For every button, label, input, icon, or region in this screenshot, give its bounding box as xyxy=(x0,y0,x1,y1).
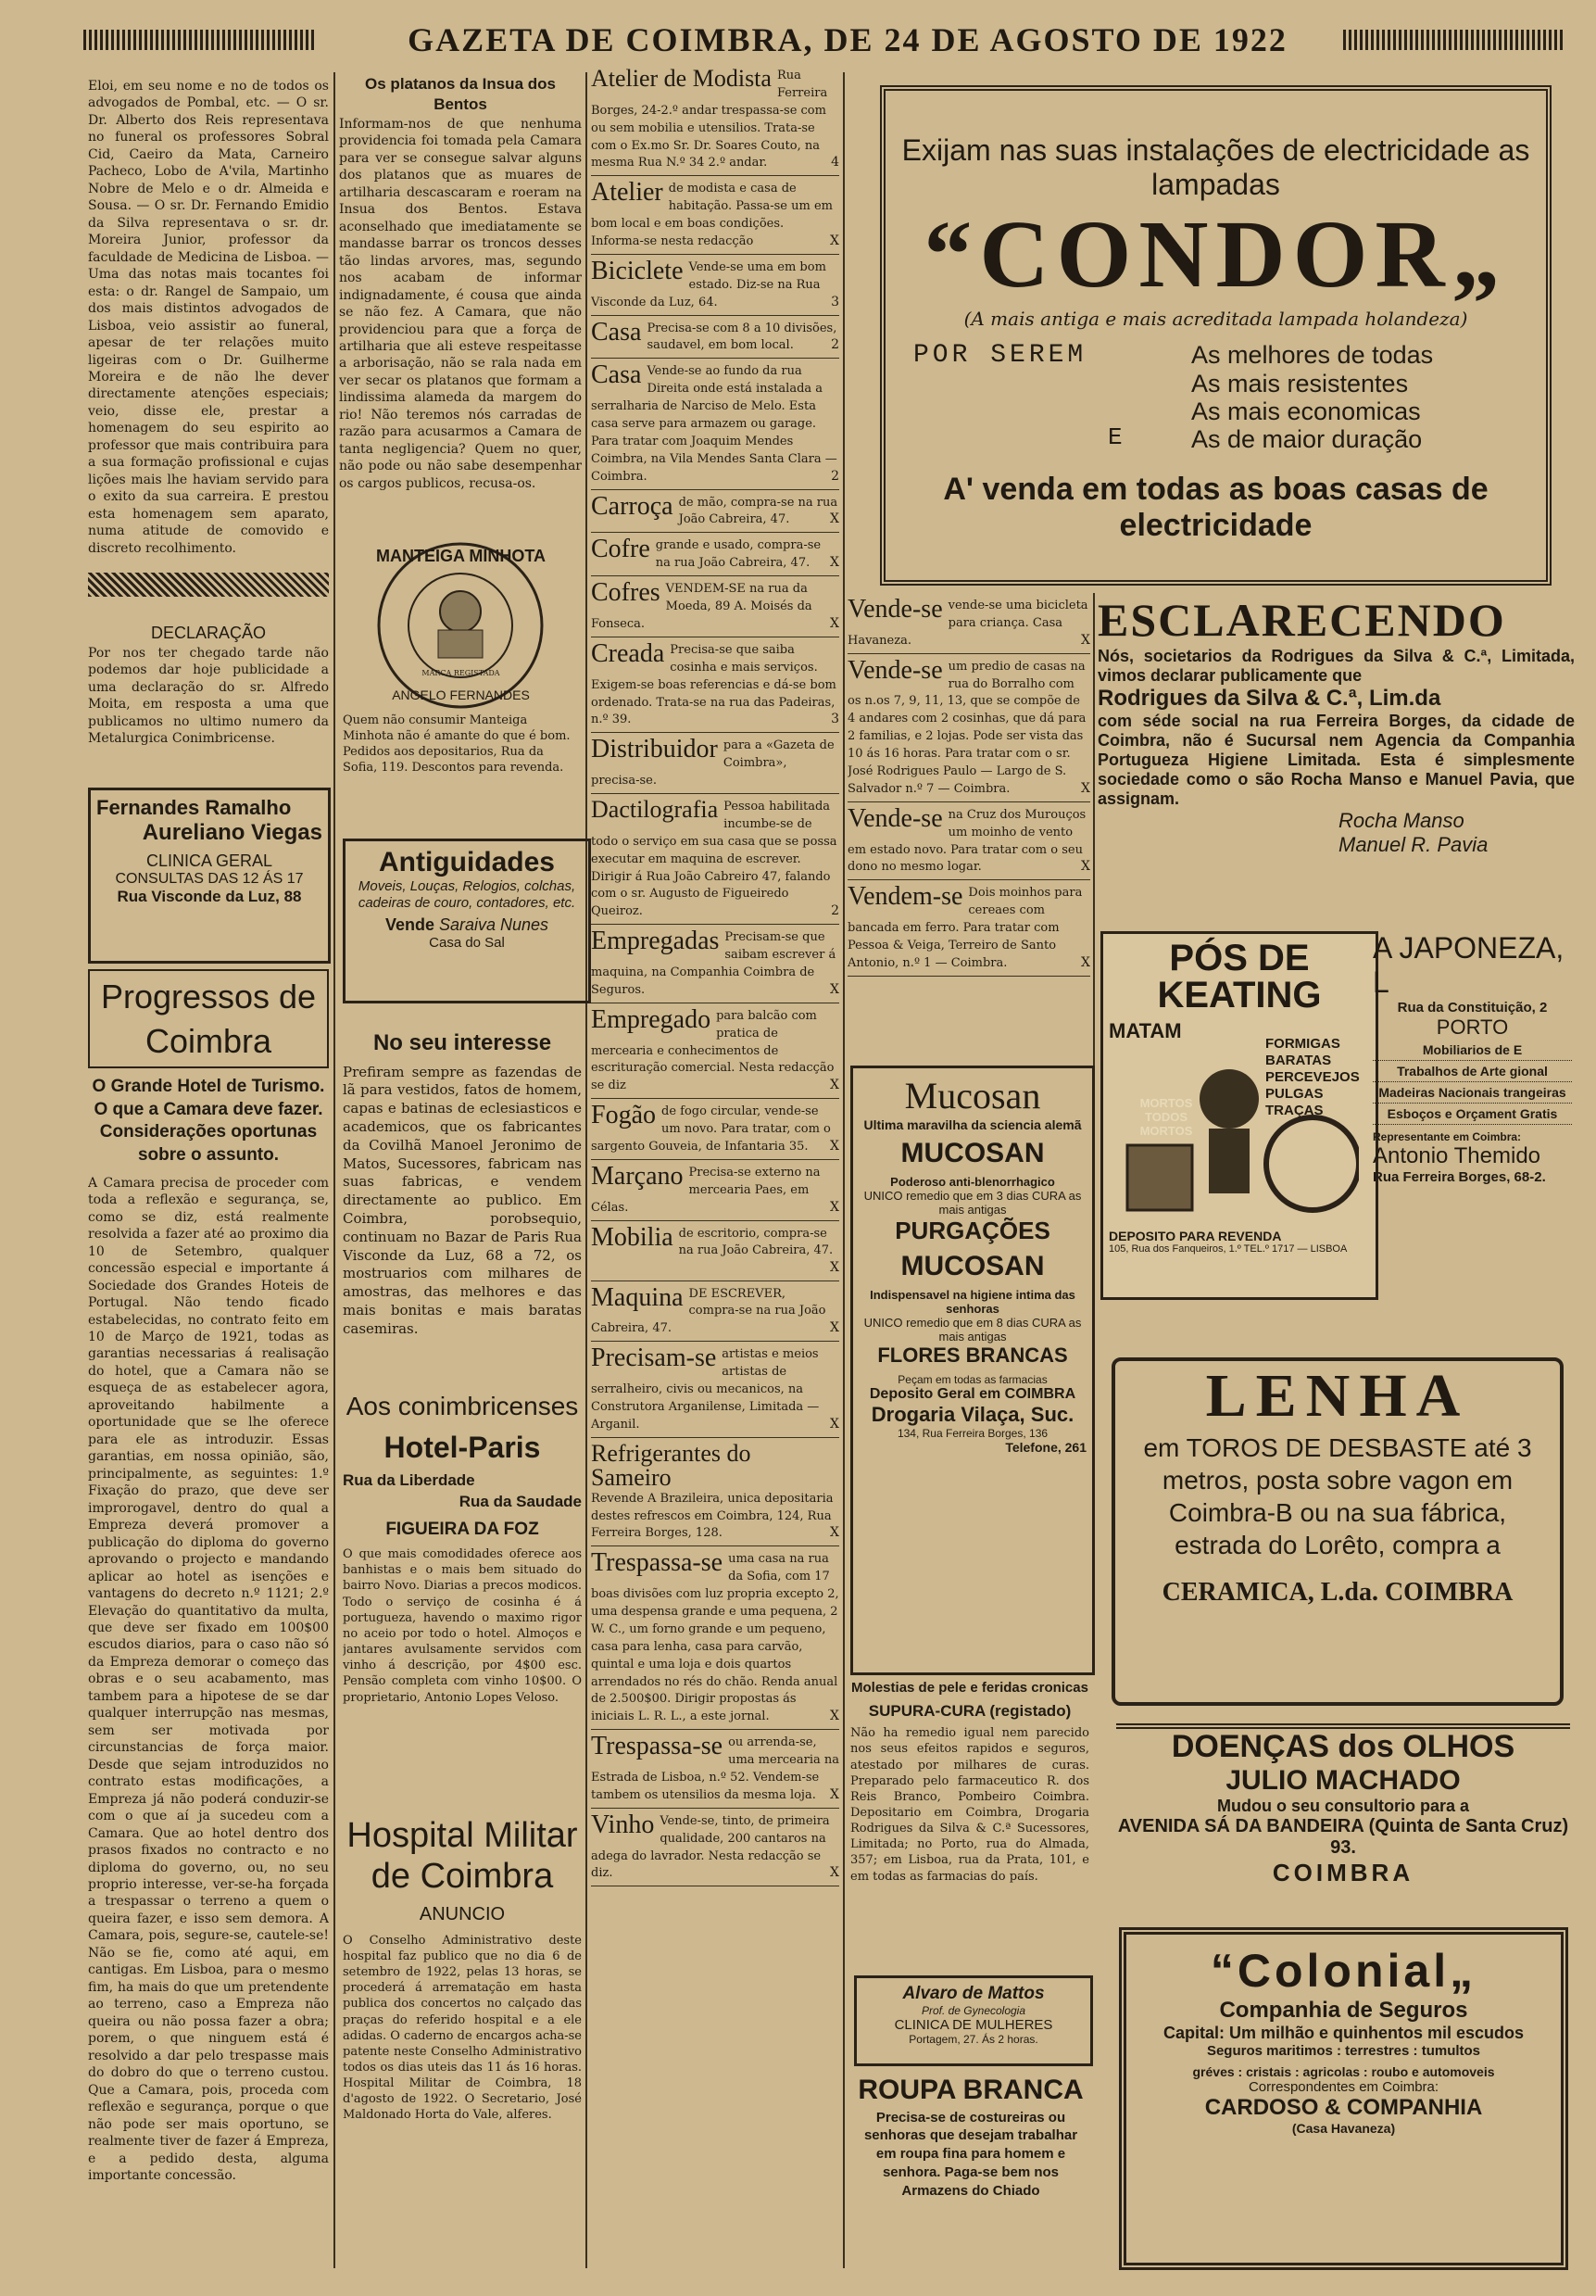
classified-item xyxy=(848,882,1090,976)
classified-text: de modista e casa de habitação. Passa-se um em bom local e em boas condições. Informa-se nesta redacção xyxy=(591,182,833,249)
classified-item xyxy=(591,257,839,316)
classified-item xyxy=(591,578,839,637)
classified-keyword: Mobilia xyxy=(591,1222,673,1252)
manteiga-ad xyxy=(343,537,579,815)
classified-text: de mão, compra-se na rua João Cabreira, 47. xyxy=(678,495,838,527)
japoneza-rep-name: Antonio Themido xyxy=(1373,1143,1541,1168)
mucosan-drogaria: Drogaria Vilaça, Suc. xyxy=(871,1403,1074,1426)
supura-ad xyxy=(850,1679,1089,1966)
classified-item xyxy=(848,656,1090,802)
classifieds-column-4 xyxy=(848,595,1090,1058)
classified-item xyxy=(591,492,839,534)
antig-place: Casa do Sal xyxy=(429,935,505,951)
hotel-addr1: Rua da Liberdade xyxy=(343,1471,475,1490)
classified-item xyxy=(591,639,839,733)
mattos-prof: Prof. de Gynecologia xyxy=(921,2004,1026,2017)
mucosan-line2: Poderoso anti-blenorrhagico xyxy=(890,1175,1055,1189)
classified-item xyxy=(591,1101,839,1160)
keating-matam: MATAM xyxy=(1109,1019,1182,1042)
classified-mark: X xyxy=(1081,954,1090,970)
classified-mark: X xyxy=(830,1865,839,1881)
condor-por-serem: POR SEREM xyxy=(913,341,1087,371)
hospital-text: O Conselho Administrativo deste hospital faz publico que no dia 6 de setembro de 1922, pelas 13 horas, se procederá á arrematação em hasta publica dos concertos no calçado das praças do referido hospital e a ele adidas. O caderno de encargos acha-se patente neste Conselho Administrativo todos os dias uteis das 11 ás 16 horas. Hospital Militar de Coimbra, 18 d'agosto de 1922. O Secretario, José Maldonado Horta do Vale, alferes. xyxy=(343,1933,582,2123)
conim-title: Aos conimbricenses xyxy=(346,1392,579,1420)
classified-text: artistas e meios artistas de serralheiro, civis ou mecanicos, na Construtora Arganilense, Limitada — Arganil. xyxy=(591,1347,820,1432)
classified-mark: X xyxy=(830,1416,839,1432)
japoneza-item: Trabalhos de Arte gional xyxy=(1373,1061,1572,1082)
colonial-title: “Colonial„ xyxy=(1210,1945,1477,1997)
classifieds-column xyxy=(591,65,839,2270)
classified-keyword: Precisam-se xyxy=(591,1344,717,1373)
masthead xyxy=(83,20,1565,57)
separator xyxy=(88,573,329,597)
condor-qualities xyxy=(1191,341,1433,453)
classified-text: para a «Gazeta de Coimbra», precisa-se. xyxy=(591,738,835,788)
olhos-name: JULIO MACHADO xyxy=(1225,1765,1461,1796)
colonial-types: Seguros maritimos : terrestres : tumultos xyxy=(1206,2043,1481,2059)
masthead-rule-left xyxy=(83,30,315,50)
classified-mark: X xyxy=(830,1709,839,1724)
classified-item xyxy=(591,1732,839,1809)
mucosan-line4: Indispensavel na higiene intima das senhoras xyxy=(870,1288,1075,1316)
colonial-agent: CARDOSO & COMPANHIA xyxy=(1204,2095,1483,2120)
classified-text: Dois moinhos para cereaes com bancada em ferro. Para tratar com Pessoa & Veiga, Terreiro de Santo Antonio, n.º 1 — Coimbra. xyxy=(848,886,1083,970)
classified-keyword: Atelier de Modista xyxy=(591,65,772,92)
mucosan-line6: Peçam em todas as farmacias xyxy=(898,1373,1048,1386)
olhos-city: COIMBRA xyxy=(1272,1859,1414,1886)
declaracao-text: Por nos ter chegado tarde não podemos dar hoje publicidade a uma declaração do sr. Alfredo Moita, em resposta a uma que publicamos no ultimo numero da Metalurgica Conimbricense. xyxy=(88,645,329,747)
doctor-name-1: Fernandes Ramalho xyxy=(96,796,292,819)
progress-title: Progressos de Coimbra xyxy=(88,969,329,1068)
condor-quality: As mais resistentes xyxy=(1191,369,1409,397)
manteiga-text: Quem não consumir Manteiga Minhota não é amante do que é bom. Pedidos aos depositarios, Rua da Sofia, 119. Descontos para revenda. xyxy=(343,713,571,775)
maid-icon xyxy=(440,591,481,632)
declaracao-title: DECLARAÇÃO xyxy=(150,624,267,642)
antig-title: Antiguidades xyxy=(378,847,555,877)
mucosan-flores: FLORES BRANCAS xyxy=(877,1344,1068,1367)
classified-keyword: Dactilografia xyxy=(591,795,719,823)
classified-text: Rua Ferreira Borges, 24-2.º andar trespassa-se com ou sem mobilia e utensilios. Trata-se com o Ex.mo Sr. Dr. Soares Couto, na mesma Rua N.º 34 2.º andar. xyxy=(591,69,828,170)
interesse-title: No seu interesse xyxy=(372,1030,552,1055)
olhos-address: AVENIDA SÁ DA BANDEIRA (Quinta de Santa Cruz) 93. xyxy=(1117,1816,1569,1858)
classified-text: grande e usado, compra-se na rua João Cabreira, 47. xyxy=(655,538,822,571)
mucosan-line1: Ultima maravilha da sciencia alemã xyxy=(863,1117,1082,1132)
classified-mark: X xyxy=(830,511,839,527)
classified-text: uma casa na rua da Sofia, com 17 boas divisões com luz propria excepto 2, uma despensa grande e uma pequena, 2 W. C., um forno grande e um pequeno, casa para lenha, casa para carvão, quintal e uma loja e dois quartos arrendados no rés do chão. Renda anual de 2.500$00. Dirigir propostas ás iniciais L. R. L., a este jornal. xyxy=(591,1552,839,1724)
classified-text: Vende-se ao fundo da rua Direita onde está instalada a serralharia de Narciso de Melo. Esta casa serve para armazem ou garage. Para tratar com Joaquim Mendes Coimbra, na Vila Mendes Santa Clara — Coimbra. xyxy=(591,364,837,484)
classified-keyword: Creada xyxy=(591,638,665,668)
mucosan-deposito: Deposito Geral em COIMBRA xyxy=(869,1386,1076,1402)
keating-ad xyxy=(1100,931,1378,1300)
classified-item xyxy=(591,318,839,360)
olhos-ad xyxy=(1116,1723,1570,1905)
keating-title: PÓS DE KEATING xyxy=(1157,938,1322,1016)
classified-keyword: Maquina xyxy=(591,1282,684,1312)
supura-text: Não ha remedio igual nem parecido nos seus efeitos rapidos e seguros, atestado por milhares de curas. Preparado pelo farmaceutico R. dos Reis Branco, Pombeiro Coimbra. Depositario em Coimbra, Drogaria Rodrigues da Silva & C.ª Sucessores, Limitada; no Porto, rua do Almada, 357; em Lisboa, rua da Prata, 101, e em todas as farmacias do país. xyxy=(850,1726,1089,1884)
interesse-text: Prefiram sempre as fazendas de lã para vestidos, fatos de homem, capas e batinas de eclesiasticos e academicos, que os fabricantes da Covilhã Manoel Jeronimo de Matos, Sucessores, fabricam nas suas fabricas, e vendem directamente ao publico. Em Coimbra, porobsequio, continuam no Bazar de Paris Rua Visconde da Luz, 68 a 72, os mostruarios com milhares de amostras, das melhores e das mais bonitas e mais baratas casemiras. xyxy=(343,1063,582,1337)
classified-mark: X xyxy=(830,1525,839,1541)
column-rule xyxy=(843,72,845,2268)
supura-title: Molestias de pele e feridas cronicas xyxy=(851,1680,1088,1696)
classified-keyword: Trespassa-se xyxy=(591,1732,723,1761)
classified-keyword: Distribuidor xyxy=(591,735,718,764)
classified-mark: 4 xyxy=(831,155,839,170)
classified-mark: X xyxy=(830,1138,839,1154)
condor-footer: A' venda em todas as boas casas de electricidade xyxy=(943,472,1489,544)
colonial-sub: Companhia de Seguros xyxy=(1219,1998,1468,2023)
mattos-ad xyxy=(854,1975,1093,2066)
classified-text: de escritorio, compra-se na rua João Cabreira, 47. xyxy=(678,1226,834,1258)
classified-mark: X xyxy=(830,233,839,249)
classified-text: Revende A Brazileira, unica depositaria destes refrescos em Coimbra, 124, Rua Ferreira Borges, 128. xyxy=(591,1491,834,1541)
keating-deposito: DEPOSITO PARA REVENDA xyxy=(1109,1229,1282,1243)
esclarecendo-text2: com séde social na rua Ferreira Borges, da cidade de Coimbra, não é Sucursal nem Agencia da Companhia Portugueza Higiene Limitada. Esta é simplesmente sociedade como o são Rocha Manso e Manuel Pavia, que assignam. xyxy=(1098,712,1575,808)
classified-text: Precisa-se com 8 a 10 divisões, saudavel, em bom local. xyxy=(647,321,837,353)
hotel-city: FIGUEIRA DA FOZ xyxy=(385,1520,539,1540)
classified-mark: 2 xyxy=(831,468,839,484)
classified-mark: X xyxy=(830,1199,839,1215)
olhos-title: DOENÇAS dos OLHOS xyxy=(1171,1729,1515,1764)
classified-text: Precisam-se que saibam escrever á maquina, na Companhia Coimbra de Seguros. xyxy=(591,930,836,997)
classified-item xyxy=(591,1810,839,1887)
classified-item xyxy=(591,1162,839,1221)
classified-keyword: Vinho xyxy=(591,1810,655,1839)
mucosan-address: 134, Rua Ferreira Borges, 136 xyxy=(897,1427,1049,1440)
classified-mark: X xyxy=(830,1078,839,1093)
classified-text: na Cruz dos Murouços um moinho de vento em estado novo. Para tratar com o seu dono no mesmo logar. xyxy=(848,807,1087,875)
classified-text: DE ESCREVER, compra-se na rua João Cabreira, 47. xyxy=(591,1286,826,1336)
condor-quality: As mais economicas xyxy=(1191,397,1421,425)
classified-mark: X xyxy=(830,981,839,997)
signature-2: Manuel R. Pavia xyxy=(1338,833,1489,856)
mattos-address: Portagem, 27. Ás 2 horas. xyxy=(909,2033,1038,2046)
classified-text: para balcão com pratica de mercearia e conhecimentos de escrituração comercial. Nesta redacção se diz xyxy=(591,1008,835,1093)
classified-text: vende-se uma bicicleta para criança. Casa Havaneza. xyxy=(848,599,1088,648)
column-rule xyxy=(333,72,335,2268)
manteiga-brand: ANGELO FERNANDES xyxy=(392,688,530,702)
condor-lamp-ad xyxy=(880,85,1552,586)
progress-subtitle: O Grande Hotel de Turismo. O que a Camara deve fazer. Considerações oportunas sobre o assunto. xyxy=(92,1077,325,1166)
classified-keyword: Casa xyxy=(591,317,642,347)
japoneza-item: Madeiras Nacionais trangeiras xyxy=(1373,1082,1572,1104)
mattos-clinic: CLINICA DE MULHERES xyxy=(894,2017,1053,2033)
hotel-addr2: Rua da Saudade xyxy=(459,1492,582,1510)
classified-item xyxy=(591,1283,839,1343)
classified-text: Pessoa habilitada incumbe-se de todo o serviço em sua casa que se possa executar em maquina de escrever. Dirigir á Rua João Cabreiro 47, falando com o sr. Augusto de Figueiredo Queiroz. xyxy=(591,799,837,919)
classified-keyword: Atelier xyxy=(591,178,663,208)
colonial-capital: Capital: Um milhão e quinhentos mil escudos xyxy=(1162,2024,1525,2042)
declaracao xyxy=(88,623,329,771)
colonial-casa: (Casa Havaneza) xyxy=(1291,2121,1396,2136)
classified-item xyxy=(591,1005,839,1099)
condor-line1: Exijam nas suas instalações de electricidade as lampadas xyxy=(901,133,1530,201)
classified-mark: X xyxy=(1081,632,1090,648)
hotel-text: O que mais comodidades oferece aos banhistas e o mais bem situado do bairro Novo. Diarias a precos modicos. Todo o serviço de cosinha é á portugueza, havendo o maximo rigor no aceio por todo o hotel. Almoços e jantares avulsamente servidos com vinho á descrição, por 4$00 esc. Pensão completa com vinho 10$00. O proprietario, Antonio Lopes Veloso. xyxy=(343,1547,582,1705)
platanos-text: Informam-nos de que nenhuma providencia foi tomada pela Camara para ver se consegue salvar alguns dos platanos que as muares de artilharia descascaram e roeram na Insua dos Bentos. Estava aconselhado que imediatamente se mandasse barrar os troncos desses tão lindas arvores, mas, segundo nos acabam de informar indignadamente, é cousa que ainda se não fez. A Camara, que não providenciou para que a força de artilharia que ali esteve respeitasse a arborisação, não se rala nada em ver secar os platanos que formam a lindissima alameda da margem do rio! Não teremos nós carradas de razão para acusarmos a Camara de tanta negligencia? Quem no quer, não pode ou não sabe desempenhar os cargos publicos, recusa-os. xyxy=(339,116,582,491)
classified-keyword: Vende-se xyxy=(848,655,943,685)
antig-name: Saraiva Nunes xyxy=(438,915,549,934)
mucosan-line3: UNICO remedio que em 3 dias CURA as mais antigas xyxy=(863,1189,1082,1217)
classified-text: Precisa-se que saiba cosinha e mais serviços. Exigem-se boas referencias e dá-se bom ordenado. Trata-se na rua das Padeiras, n.º 39. xyxy=(591,642,836,727)
roupa-title: ROUPA BRANCA xyxy=(858,2075,1084,2105)
classified-item xyxy=(591,735,839,794)
hospital-ad xyxy=(343,1816,582,2261)
classified-text: VENDEM-SE na rua da Moeda, 89 A. Moisés da Fonseca. xyxy=(591,582,812,631)
classified-mark: X xyxy=(830,615,839,631)
classified-text: um predio de casas na rua do Borralho com os n.os 7, 9, 11, 13, que se compõe de 4 andares com 2 cosinhas, que dá para 2 familias, e 2 lojas. Pode ser vista das 10 ás 16 horas. Para tratar com o sr. José Rodrigues Paulo — Largo de S. Salvador n.º 7 — Coimbra. xyxy=(848,659,1087,796)
classified-keyword: Vendem-se xyxy=(848,882,963,912)
classified-text: Vende-se uma em bom estado. Diz-se na Rua Visconde da Luz, 64. xyxy=(591,259,826,309)
lenha-buyer: CERAMICA, L.da. COIMBRA xyxy=(1162,1578,1514,1607)
classified-keyword: Cofres xyxy=(591,578,660,608)
classified-keyword: Vende-se xyxy=(848,595,943,624)
mucosan-phone: Telefone, 261 xyxy=(1005,1440,1087,1455)
colonial-ad xyxy=(1119,1927,1568,2270)
mucosan-line5: UNICO remedio que em 8 dias CURA as mais antigas xyxy=(863,1316,1082,1344)
classified-item xyxy=(591,1344,839,1437)
olhos-text: Mudou o seu consultorio para a xyxy=(1216,1797,1470,1815)
progress-text: A Camara precisa de proceder com toda a reflexão e segurança, se, como se diz, está realmente resolvida a fazer até ao proximo dia 10 de Setembro, qualquer concessão especial e importante á Sociedade dos Grandes Hoteis de Portugal. Não tendo ficado estabelecidas, no contrato feito em 10 de Março de 1921, todas as garantias necessarias á realisação do hotel, que a Camara não se esqueça de as estabelecer agora, aproveitando habilmente a oportunidade que se lhe oferece para ele as introduzir. Essas garantias, em nossa opinião, são, principalmente, as seguintes: 1.º Fixação do prazo, que deve ser improrogavel, dentro do qual a Empreza deverá promover a publicação do diploma do governo aprovando o projecto e mandando aplicar ao hotel as isenções e vantagens do decreto n.º 1121; 2.º Elevação do quantitativo da multa, que deve ser fixado em 100$00 escudos diarios, para o caso não só da Empreza demorar o começo das obras e o seu acabamento, mas tambem para a hipotese de se dar qualquer interrupção nas mesmas, sem ser motivada por circunstancias de força maior. Desde que sejam introduzidos no contrato estas modificações, a Empreza já não poderá conduzir-se com o que aí ja sucedeu com a Camara. Que ao hotel dentro dos prasos fixados no contracto e no diploma do governo, ou, no seu proprio interesse, ver-se-ha forçada a trespassar o terreno a quem o queira fazer, e isso sem demora. A Camara, pois, segure-se, cautele-se! Não se fie, como até aqui, em cantigas. Em Lisboa, para o mesmo fim, ha mais do que um pretendente ao terreno, caso a Empreza não queira ou não possa fazer a obra; porem, o que ninguem está é resolvido a dar pelo trespasse mais do dobro do que o terreno custou. Que a Camara, pois, proceda com reflexão e segurança, porque o que não pode ser mais oportuno, se realmente tiver de fazer á Empreza, e a pedido desta, alguma importante concessão. xyxy=(88,1175,329,2183)
classified-keyword: Refrigerantes do Sameiro xyxy=(591,1439,751,1491)
classified-keyword: Empregadas xyxy=(591,927,720,956)
column-rule xyxy=(585,72,587,2268)
esclarecendo-notice xyxy=(1098,593,1575,917)
doctor-name-2: Aureliano Viegas xyxy=(142,820,322,845)
classified-mark: X xyxy=(830,1320,839,1336)
keating-pests: FORMIGAS BARATAS PERCEVEJOS PULGAS TRAÇAS xyxy=(1265,1036,1360,1118)
roupa-text: Precisa-se de costureiras ou senhoras que desejam trabalhar em roupa fina para homem e senhora. Paga-se bem nos Armazens do Chiado xyxy=(863,2109,1078,2199)
mucosan-title: Mucosan xyxy=(904,1075,1041,1116)
mattos-name: Alvaro de Mattos xyxy=(902,1984,1045,2003)
classified-keyword: Fogão xyxy=(591,1101,656,1130)
classified-keyword: Carroça xyxy=(591,491,673,521)
japoneza-ad xyxy=(1373,931,1572,1283)
manteiga-mark: MARCA REGISTADA xyxy=(421,669,500,677)
japoneza-title: A JAPONEZA, L xyxy=(1373,931,1565,999)
antig-vende: Vende xyxy=(384,915,434,934)
classified-item xyxy=(591,796,839,925)
mucosan-name: MUCOSAN xyxy=(900,1138,1045,1168)
classified-item xyxy=(591,1548,839,1730)
classified-keyword: Marçano xyxy=(591,1161,684,1191)
esclarecendo-firm: Rodrigues da Silva & C.ª, Lim.da xyxy=(1098,686,1441,711)
supura-name: SUPURA-CURA (registado) xyxy=(868,1701,1072,1720)
signature-1: Rocha Manso xyxy=(1338,809,1464,832)
mucosan-name-2: MUCOSAN xyxy=(900,1251,1045,1281)
platanos-article xyxy=(339,74,582,519)
manteiga-ring: MANTEIGA MINHOTA xyxy=(376,547,546,565)
masthead-rule-right xyxy=(1343,30,1565,50)
classified-text: Vende-se, tinto, de primeira qualidade, 200 cantaros na adega do lavrador. Nesta redacção se diz. xyxy=(591,1813,830,1881)
clinic-ad xyxy=(88,788,331,964)
progress-article xyxy=(88,969,329,2266)
japoneza-rep: Representante em Coimbra: xyxy=(1373,1130,1522,1143)
japoneza-city: PORTO xyxy=(1436,1016,1509,1039)
wheel-icon xyxy=(1266,1117,1359,1210)
classified-keyword: Biciclete xyxy=(591,256,684,285)
hospital-anuncio: ANUNCIO xyxy=(419,1904,506,1925)
classified-item xyxy=(591,535,839,576)
clinic-hours: CONSULTAS DAS 12 ÁS 17 xyxy=(115,871,304,887)
classified-keyword: Vende-se xyxy=(848,803,943,833)
classified-text: de fogo circular, vende-se um novo. Para tratar, com o sargento Gouveia, de Infantaria 35. xyxy=(591,1104,831,1154)
condor-tagline: (A mais antiga e mais acreditada lampada holandeza) xyxy=(963,308,1468,331)
classified-text: ou arrenda-se, uma mercearia na Estrada de Lisboa, n.º 52. Vendem-se tambem os utensilios da mesma loja. xyxy=(591,1735,839,1802)
classified-keyword: Empregado xyxy=(591,1004,711,1034)
esclarecendo-title: ESCLARECENDO xyxy=(1098,594,1506,646)
classified-item xyxy=(591,1223,839,1281)
clinic-type: CLINICA GERAL xyxy=(145,852,273,870)
lenha-ad xyxy=(1112,1357,1564,1706)
hotel-ad xyxy=(343,1390,582,1807)
lenha-text: em TOROS DE DESBASTE até 3 metros, posta sobre vagon em Coimbra-B ou na sua fábrica, estrada do Lorêto, compra a xyxy=(1143,1433,1532,1559)
mucosan-ad xyxy=(850,1066,1095,1675)
antiguidades-ad xyxy=(343,839,591,1003)
hospital-title: Hospital Militar de Coimbra xyxy=(346,1816,578,1896)
classified-text: Precisa-se externo na mercearia Paes, em Célas. xyxy=(591,1165,821,1215)
keating-address: 105, Rua dos Fanqueiros, 1.º TEL.º 1717 — LISBOA xyxy=(1109,1243,1348,1255)
classified-item xyxy=(848,804,1090,881)
classified-keyword: Cofre xyxy=(591,535,650,564)
classified-mark: X xyxy=(1081,859,1090,875)
japoneza-address: Rua da Constituição, 2 xyxy=(1397,1000,1548,1016)
classified-item xyxy=(591,178,839,255)
colonial-types-2: gréves : cristais : agricolas : roubo e automoveis xyxy=(1192,2064,1495,2079)
condor-quality: As de maior duração xyxy=(1191,425,1423,454)
classified-item xyxy=(591,1440,839,1547)
classified-keyword: Trespassa-se xyxy=(591,1548,723,1578)
funeral-text: Eloi, em seu nome e no de todos os advogados de Pombal, etc. — O sr. Dr. Alberto dos Reis representava no funeral os professores Sobral Cid, Caeiro da Mata, Carneiro Pacheco, Lobo de A'vila, Martinho Nobre de Melo e o dr. Almeida e Sousa. — O sr. Dr. Fernando Emidio da Silva representava o sr. dr. Moreira Junior, professor da faculdade de Medicina de Lisboa. — Uma das notas mais tocantes foi esta: o dr. Rangel de Sampaio, um dos mais distintos advogados de Lisboa, veio assistir ao funeral, apesar de ter relações muito ligeiras com o Dr. Guilherme Moreira e de não lhe dever directamente atenções especiais; veio, disse ele, prestar a homenagem do seu espirito ao professor que mais contribuira para a sua formação profissional e cujas lições mais lhe haviam servido para o exito da sua carreira. E prestou esta homenagem sem aparato, numa atitude de comovido e discreto recolhimento. xyxy=(88,79,329,556)
lenha-title: LENHA xyxy=(1205,1362,1470,1430)
platanos-title: Os platanos da Insua dos Bentos xyxy=(365,75,556,114)
classified-mark: X xyxy=(830,555,839,571)
clinic-address: Rua Visconde da Luz, 88 xyxy=(117,888,302,905)
japoneza-items xyxy=(1373,1040,1572,1125)
hotel-title: Hotel-Paris xyxy=(383,1430,541,1464)
classified-mark: X xyxy=(1081,780,1090,796)
classified-mark: 2 xyxy=(831,337,839,353)
funeral-notes xyxy=(88,78,329,560)
condor-name: “CONDOR„ xyxy=(924,201,1508,308)
antig-items: Moveis, Louças, Relogios, colchas, cadeiras de couro, contadores, etc. xyxy=(358,878,576,911)
roupa-ad xyxy=(854,2072,1087,2266)
condor-quality: As melhores de todas xyxy=(1191,341,1434,370)
classified-item xyxy=(591,65,839,176)
japoneza-item: Mobiliarios de E xyxy=(1373,1040,1572,1061)
masthead-title: GAZETA DE COIMBRA, DE 24 DE AGOSTO DE 1922 xyxy=(408,21,1288,58)
classified-keyword: Casa xyxy=(591,360,642,390)
devil-face-icon xyxy=(1200,1069,1259,1129)
interesse-article xyxy=(343,1027,582,1379)
classified-mark: 3 xyxy=(831,294,839,309)
esclarecendo-text: Nós, societarios da Rodrigues da Silva & C.ª, Limitada, vimos declarar publicamente que xyxy=(1098,647,1575,685)
classified-item xyxy=(591,927,839,1003)
classified-mark: 3 xyxy=(831,712,839,727)
classified-item xyxy=(848,595,1090,654)
classified-mark: X xyxy=(830,1260,839,1276)
classified-item xyxy=(591,360,839,489)
japoneza-item: Esboços e Orçament Gratis xyxy=(1373,1104,1572,1125)
classified-mark: X xyxy=(830,1786,839,1802)
colonial-corr: Correspondentes em Coimbra: xyxy=(1248,2079,1439,2095)
mucosan-purgacoes: PURGAÇÕES xyxy=(895,1217,1050,1244)
classified-mark: 2 xyxy=(831,903,839,919)
keating-mortos: MORTOS TODOS MORTOS xyxy=(1139,1096,1193,1138)
condor-e: E xyxy=(1108,423,1123,452)
japoneza-rep-address: Rua Ferreira Borges, 68-2. xyxy=(1373,1169,1546,1185)
